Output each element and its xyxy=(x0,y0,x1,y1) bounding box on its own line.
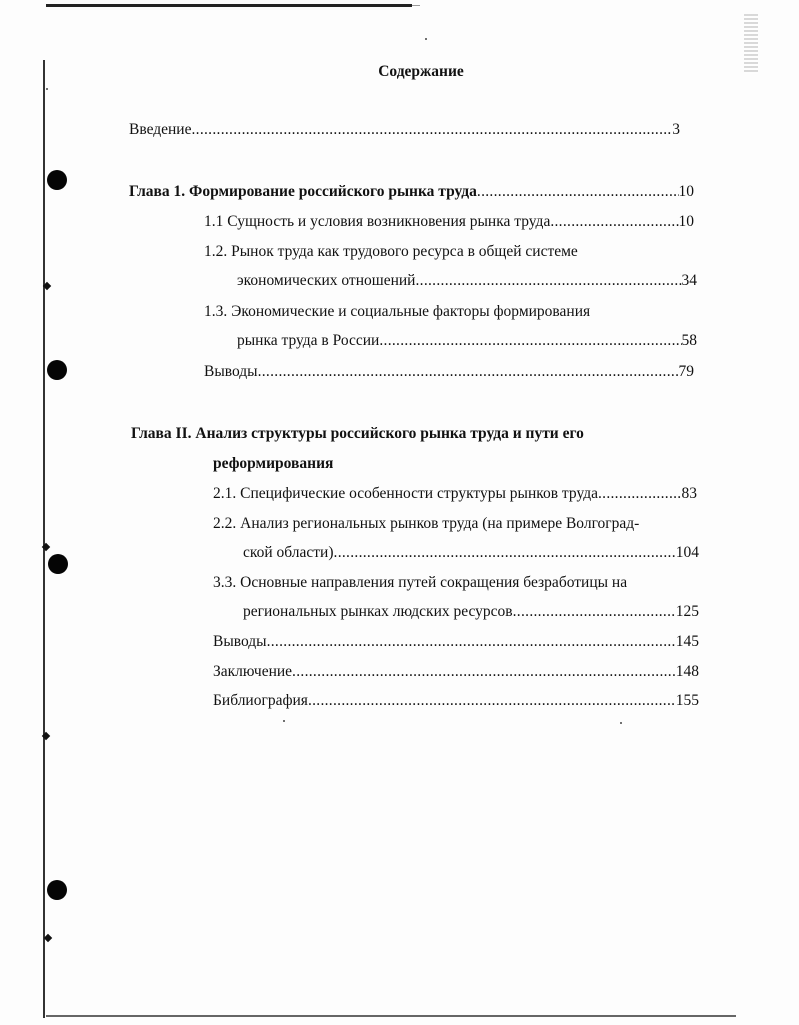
binder-hole-icon xyxy=(48,554,68,574)
toc-page-number: 145 xyxy=(675,633,699,650)
toc-leader-dots xyxy=(415,271,681,291)
binder-hole-icon xyxy=(47,360,67,380)
toc-entry-section-1-1 xyxy=(204,212,694,232)
toc-entry-section-1-3-line1: 1.3. Экономические и социальные факторы формирования xyxy=(204,303,591,320)
scan-mark-icon xyxy=(44,934,52,942)
toc-entry-label: ской области) xyxy=(243,544,334,561)
toc-leader-dots xyxy=(379,331,681,351)
toc-page-number: 155 xyxy=(675,692,699,709)
toc-page-number: 83 xyxy=(681,485,697,502)
toc-entry-chapter-1 xyxy=(129,182,694,202)
toc-entry-label: экономических отношений xyxy=(237,272,416,289)
scan-speck xyxy=(283,720,285,722)
toc-leader-dots xyxy=(267,632,676,652)
toc-entry-label: региональных рынках людских ресурсов xyxy=(243,603,513,620)
toc-entry-label: Заключение xyxy=(213,663,293,680)
toc-page-number: 125 xyxy=(675,603,699,620)
toc-entry-label: рынка труда в России xyxy=(237,332,380,349)
toc-entry-label: 1.1 Сущность и условия возникновения рынка труда xyxy=(204,213,551,230)
toc-leader-dots xyxy=(513,602,676,622)
toc-entry-section-1-2 xyxy=(237,271,697,291)
toc-entry-section-2-2-line1: 2.2. Анализ региональных рынков труда (на примере Волгоград- xyxy=(213,515,640,532)
toc-leader-dots xyxy=(550,212,678,232)
toc-title: Содержание xyxy=(378,63,464,80)
toc-leader-dots xyxy=(334,543,676,563)
toc-entry-label: Выводы xyxy=(213,633,267,650)
scan-edge-left xyxy=(43,60,45,1018)
toc-leader-dots xyxy=(477,182,679,202)
toc-page-number: 58 xyxy=(681,332,697,349)
toc-page-number: 148 xyxy=(675,663,699,680)
toc-leader-dots xyxy=(598,484,682,504)
toc-entry-bibliography xyxy=(213,691,699,711)
toc-page-number: 10 xyxy=(678,183,694,200)
toc-page-number: 79 xyxy=(678,363,694,380)
binder-hole-icon xyxy=(47,880,67,900)
toc-entry-conclusions-2 xyxy=(213,632,699,652)
toc-entry-label: Глава 1. Формирование российского рынка труда xyxy=(129,183,477,200)
toc-entry-conclusions-1 xyxy=(204,362,694,382)
binder-hole-icon xyxy=(47,170,67,190)
toc-page-number: 3 xyxy=(672,121,680,138)
toc-entry-section-1-3 xyxy=(237,331,697,351)
toc-entry-label: Введение xyxy=(129,121,192,138)
toc-entry-section-2-1 xyxy=(213,484,697,504)
scan-speck xyxy=(620,722,622,724)
toc-entry-conclusion xyxy=(213,662,699,682)
scan-edge-top xyxy=(46,4,412,7)
toc-entry-section-2-2 xyxy=(243,543,699,563)
toc-leader-dots xyxy=(292,662,676,682)
toc-page-number: 34 xyxy=(681,272,697,289)
toc-entry-chapter-2-line2: реформирования xyxy=(213,455,334,472)
toc-page-number: 104 xyxy=(675,544,699,561)
toc-entry-section-1-2-line1: 1.2. Рынок труда как трудового ресурса в общей системе xyxy=(204,243,578,260)
toc-entry-section-3-3 xyxy=(243,602,699,622)
toc-page-number: 10 xyxy=(678,213,694,230)
toc-entry-section-3-3-line1: 3.3. Основные направления путей сокращения безработицы на xyxy=(213,574,628,591)
scan-edge-bottom xyxy=(46,1015,736,1017)
toc-entry-label: 2.1. Специфические особенности структуры рынков труда xyxy=(213,485,598,502)
scan-speck xyxy=(425,38,427,40)
toc-entry-intro xyxy=(129,120,680,140)
toc-leader-dots xyxy=(191,120,672,140)
toc-entry-chapter-2-line1: Глава II. Анализ структуры российского рынка труда и пути его xyxy=(131,425,584,442)
toc-leader-dots xyxy=(308,691,676,711)
toc-leader-dots xyxy=(258,362,679,382)
toc-entry-label: Выводы xyxy=(204,363,258,380)
scan-edge-top-faint xyxy=(412,5,420,6)
scan-speck xyxy=(46,88,48,90)
toc-entry-label: Библиография xyxy=(213,692,308,709)
